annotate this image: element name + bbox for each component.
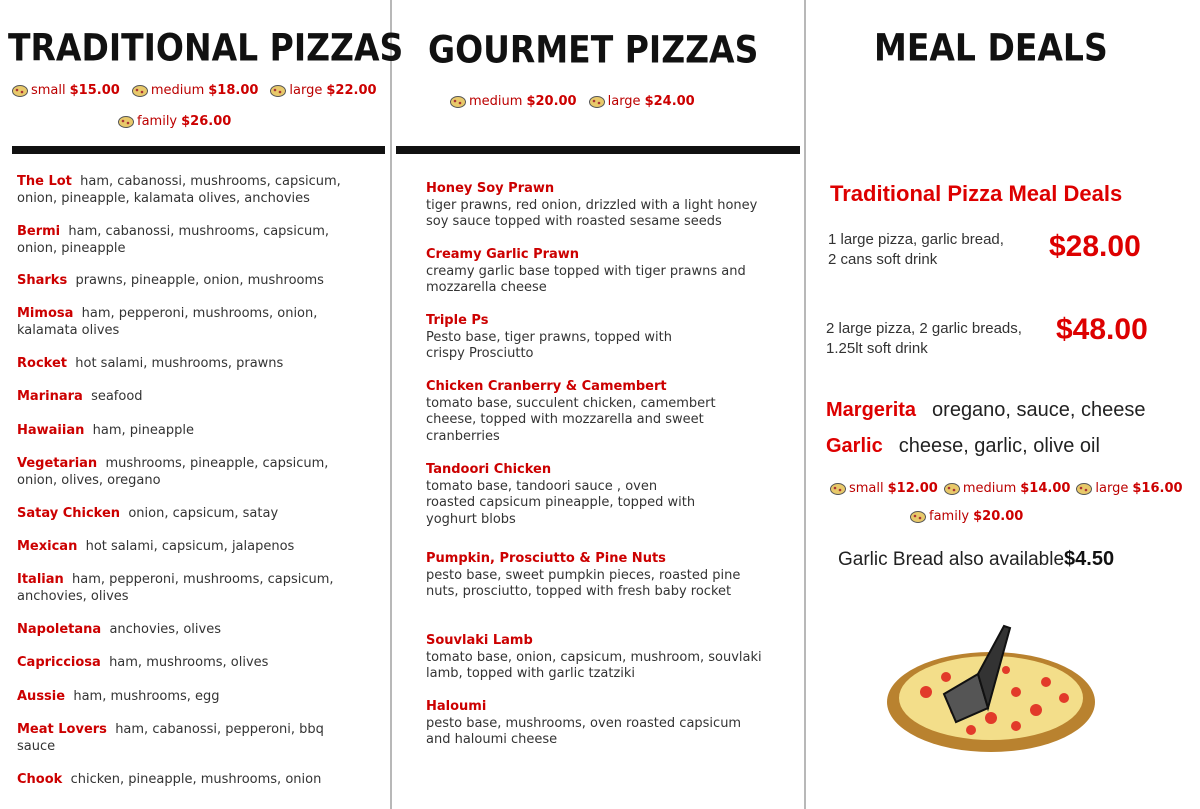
list-item: Creamy Garlic Prawn creamy garlic base topped with tiger prawns and mozzarella cheese — [426, 247, 746, 295]
pizza-icon — [12, 85, 28, 97]
list-item: Capricciosa ham, mushrooms, olives — [17, 655, 269, 670]
list-item: The Lot ham, cabanossi, mushrooms, capsicum, onion, pineapple, kalamata olives, anchovies — [17, 174, 341, 206]
meal-deals-size-prices: small $12.00 medium $14.00 large $16.00 — [830, 481, 1183, 496]
list-item: Chook chicken, pineapple, mushrooms, onion — [17, 772, 322, 787]
pizza-icon — [1076, 483, 1092, 495]
traditional-title: TRADITIONAL PIZZAS — [8, 26, 404, 70]
pizza-icon — [118, 116, 134, 128]
gourmet-size-prices: medium $20.00 large $24.00 — [450, 94, 707, 109]
meal-deals-subtitle: Traditional Pizza Meal Deals — [830, 181, 1123, 206]
list-item: Chicken Cranberry & Camembert tomato base, succulent chicken, camembert cheese, topped with mozzarella and sweet cranberries — [426, 379, 716, 444]
deal-1-description: 1 large pizza, garlic bread, 2 cans soft drink — [828, 231, 1004, 268]
pizza-icon — [910, 511, 926, 523]
gourmet-title: GOURMET PIZZAS — [428, 28, 759, 72]
deal-2-price: $48.00 — [1056, 313, 1148, 346]
list-item: Sharks prawns, pineapple, onion, mushrooms — [17, 273, 324, 288]
pizza-icon — [830, 483, 846, 495]
margerita-option: Margerita oregano, sauce, cheese — [826, 399, 1146, 421]
pizza-icon — [270, 85, 286, 97]
traditional-size-prices: small $15.00 medium $18.00 large $22.00 — [12, 83, 389, 98]
list-item: Triple Ps Pesto base, tiger prawns, topped with crispy Prosciutto — [426, 313, 673, 361]
pizza-icon — [132, 85, 148, 97]
pizza-icon — [589, 96, 605, 108]
list-item: Aussie ham, mushrooms, egg — [17, 689, 220, 704]
list-item: Vegetarian mushrooms, pineapple, capsicum, onion, olives, oregano — [17, 456, 329, 488]
list-item: Haloumi pesto base, mushrooms, oven roasted capsicum and haloumi cheese — [426, 699, 742, 747]
list-item: Meat Lovers ham, cabanossi, pepperoni, bbq sauce — [17, 722, 324, 754]
garlic-bread-note: Garlic Bread also available$4.50 — [838, 548, 1115, 570]
deal-2-description: 2 large pizza, 2 garlic breads, 1.25lt soft drink — [826, 320, 1022, 357]
meal-deals-section — [806, 0, 1200, 809]
list-item: Tandoori Chicken tomato base, tandoori sauce , oven roasted capsicum pineapple, topped with yoghurt blobs — [426, 462, 696, 527]
meal-deals-title: MEAL DEALS — [874, 26, 1108, 70]
list-item: Mimosa ham, pepperoni, mushrooms, onion, kalamata olives — [17, 306, 318, 338]
deal-1-price: $28.00 — [1049, 230, 1141, 263]
list-item: Rocket hot salami, mushrooms, prawns — [17, 356, 284, 371]
list-item: Hawaiian ham, pineapple — [17, 423, 194, 438]
traditional-pizzas-section — [0, 0, 404, 809]
list-item: Bermi ham, cabanossi, mushrooms, capsicum, onion, pineapple — [17, 224, 330, 256]
pizza-icon — [450, 96, 466, 108]
garlic-option: Garlic cheese, garlic, olive oil — [826, 435, 1100, 457]
meal-deals-family-price: family $20.00 — [910, 509, 1035, 524]
list-item: Pumpkin, Prosciutto & Pine Nuts pesto base, sweet pumpkin pieces, roasted pine nuts, prosciutto, topped with fresh baby rocket — [426, 551, 741, 599]
list-item: Honey Soy Prawn tiger prawns, red onion, drizzled with a light honey soy sauce topped with roasted sesame seeds — [426, 181, 758, 229]
pizza-icon — [944, 483, 960, 495]
list-item: Napoletana anchovies, olives — [17, 622, 221, 637]
gourmet-pizzas-section — [392, 0, 804, 809]
pizza-with-server-icon — [886, 622, 1096, 762]
list-item: Marinara seafood — [17, 389, 143, 404]
list-item: Souvlaki Lamb tomato base, onion, capsicum, mushroom, souvlaki lamb, topped with garlic tzatziki — [426, 633, 762, 681]
list-item: Mexican hot salami, capsicum, jalapenos — [17, 539, 295, 554]
list-item: Satay Chicken onion, capsicum, satay — [17, 506, 279, 521]
traditional-family-price: family $26.00 — [118, 114, 243, 129]
list-item: Italian ham, pepperoni, mushrooms, capsicum, anchovies, olives — [17, 572, 334, 604]
